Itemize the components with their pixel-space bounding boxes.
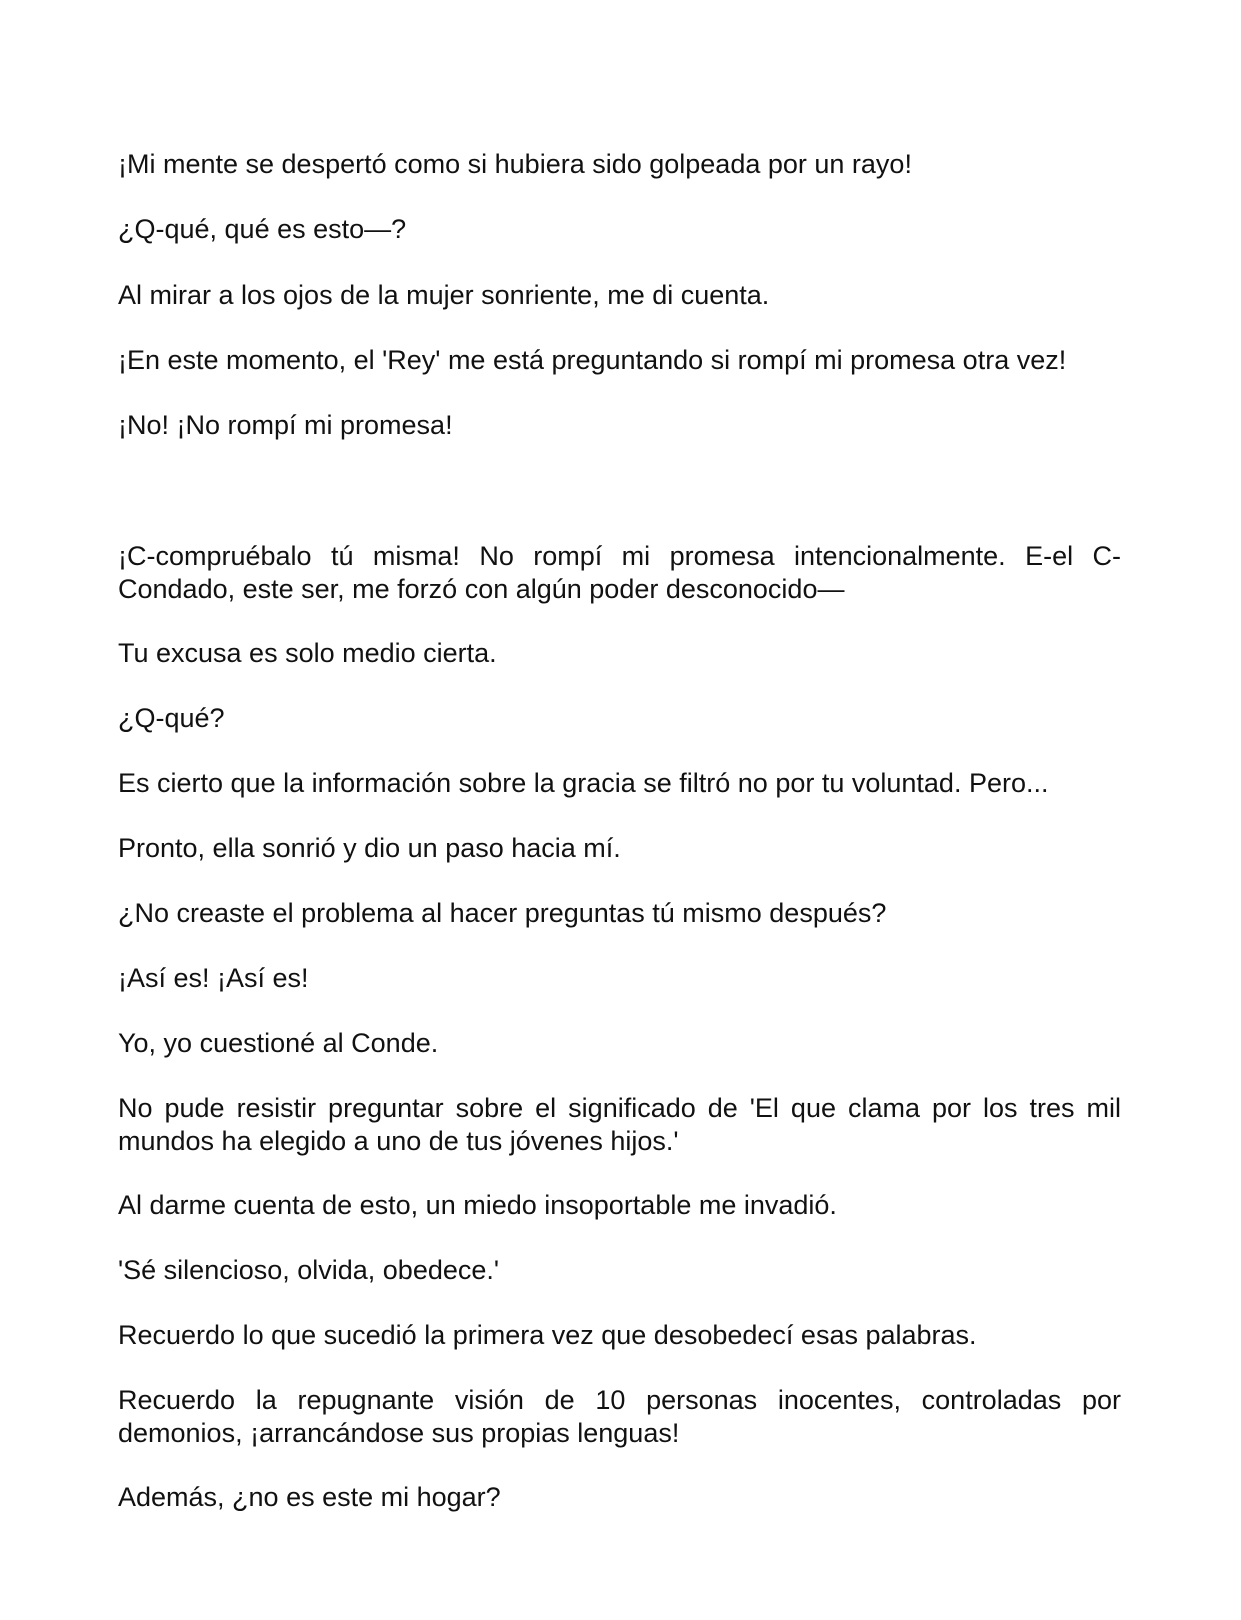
paragraph: Recuerdo lo que sucedió la primera vez que desobedecí esas palabras. [118, 1320, 977, 1350]
paragraph: Recuerdo la repugnante visión de 10 personas inocentes, controladas por demonios, ¡arrancándose sus propias lenguas! [118, 1385, 1121, 1448]
paragraph: ¡C-compruébalo tú misma! No rompí mi promesa intencionalmente. E-el C-Condado, este ser, me forzó con algún poder desconocido— [118, 541, 1121, 604]
paragraph: ¡Así es! ¡Así es! [118, 963, 309, 993]
paragraph: Pronto, ella sonrió y dio un paso hacia mí. [118, 833, 621, 863]
paragraph: ¡Mi mente se despertó como si hubiera sido golpeada por un rayo! [118, 149, 912, 179]
paragraph: Al mirar a los ojos de la mujer sonriente, me di cuenta. [118, 280, 770, 310]
paragraph: Tu excusa es solo medio cierta. [118, 638, 497, 668]
paragraph: No pude resistir preguntar sobre el significado de 'El que clama por los tres mil mundos ha elegido a uno de tus jóvenes hijos.' [118, 1093, 1121, 1156]
paragraph: ¿Q-qué? [118, 703, 225, 733]
paragraph: Yo, yo cuestioné al Conde. [118, 1028, 439, 1058]
paragraph: Es cierto que la información sobre la gracia se filtró no por tu voluntad. Pero... [118, 768, 1049, 798]
paragraph: Además, ¿no es este mi hogar? [118, 1482, 501, 1512]
paragraph: ¡En este momento, el 'Rey' me está preguntando si rompí mi promesa otra vez! [118, 345, 1067, 375]
paragraph: ¿Q-qué, qué es esto—? [118, 214, 407, 244]
paragraph: ¿No creaste el problema al hacer preguntas tú mismo después? [118, 898, 887, 928]
paragraph: 'Sé silencioso, olvida, obedece.' [118, 1255, 500, 1285]
paragraph: Al darme cuenta de esto, un miedo insoportable me invadió. [118, 1190, 837, 1220]
paragraph: ¡No! ¡No rompí mi promesa! [118, 410, 453, 440]
